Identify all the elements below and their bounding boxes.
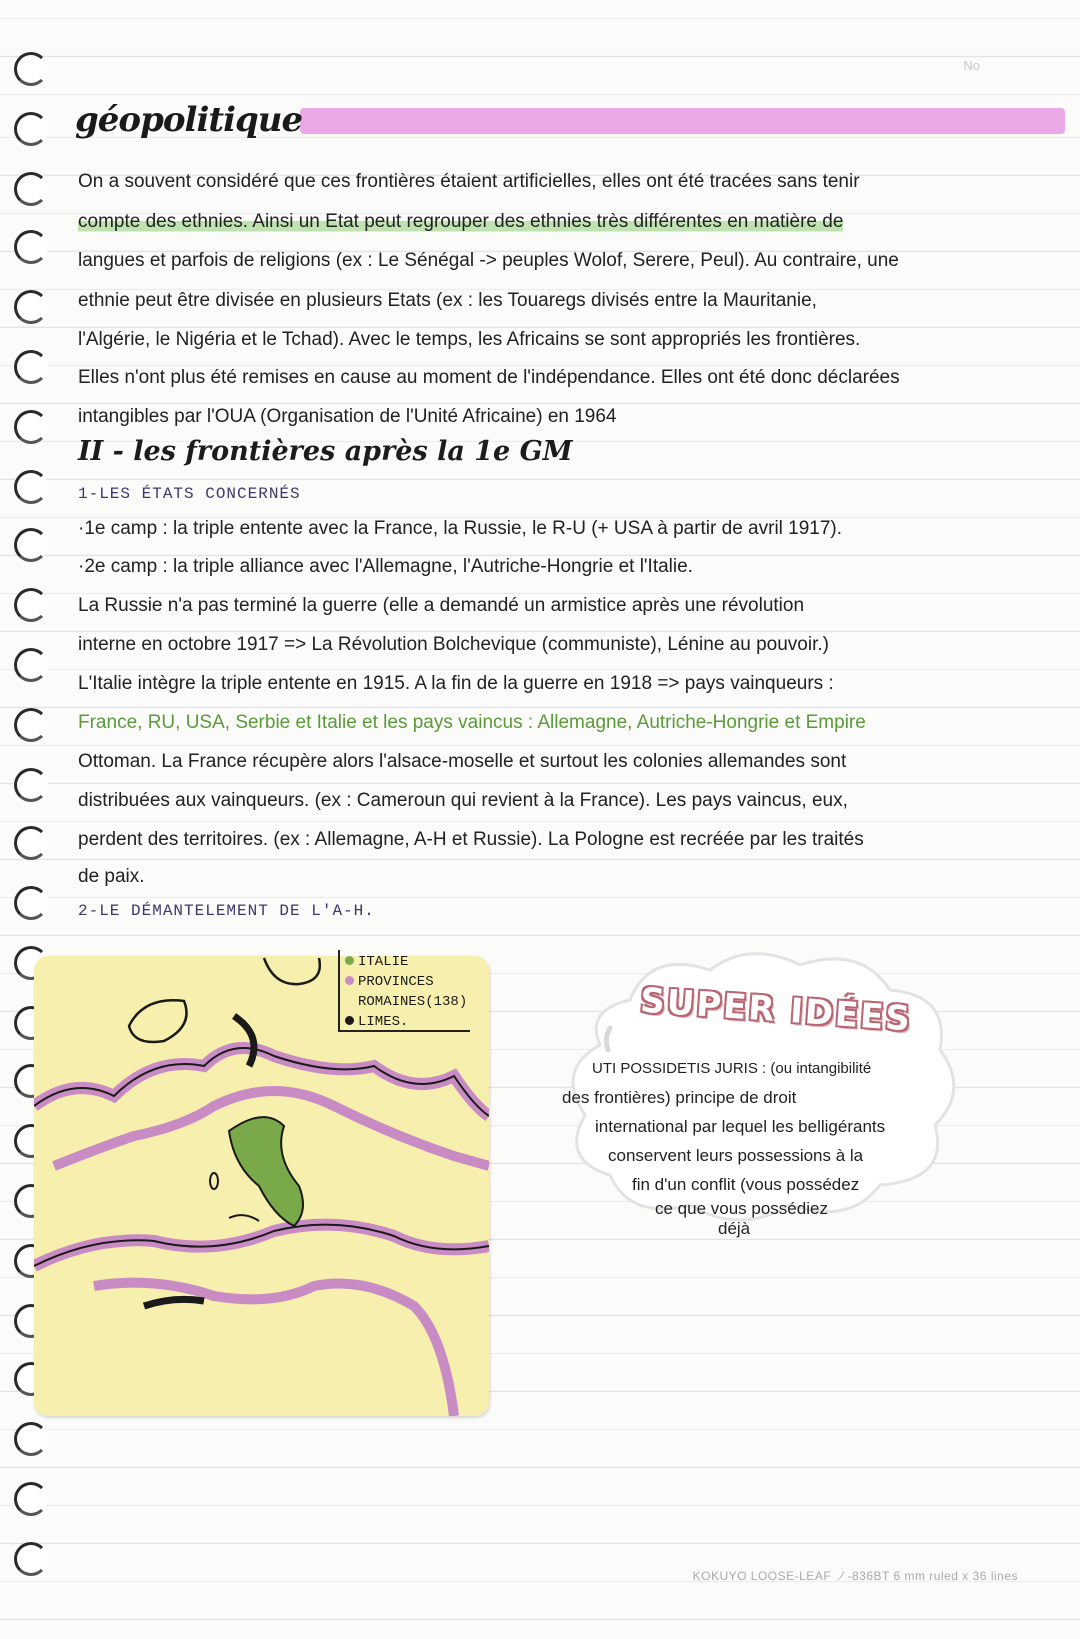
paper-brand-footer: KOKUYO LOOSE-LEAF ノ-836BT 6 mm ruled x 36 lines: [692, 1569, 1018, 1583]
binder-hole-icon: [14, 350, 48, 384]
camp-line: ·2e camp : la triple alliance avec l'Allemagne, l'Autriche-Hongrie et l'Italie.: [78, 556, 693, 577]
text-line: Elles n'ont plus été remises en cause au moment de l'indépendance. Elles ont été donc déclarées: [78, 367, 900, 388]
subheading-states: 1-LES ÉTATS CONCERNÉS: [78, 485, 301, 503]
binder-hole-icon: [14, 1422, 48, 1456]
text-line: perdent des territoires. (ex : Allemagne, A-H et Russie). La Pologne est recréée par les traités: [78, 829, 864, 850]
text-line: On a souvent considéré que ces frontières étaient artificielles, elles ont été tracées sans tenir: [78, 171, 860, 192]
text-line: distribuées aux vainqueurs. (ex : Cameroun qui revient à la France). Les pays vaincus, eux,: [78, 790, 848, 811]
text-line: intangibles par l'OUA (Organisation de l'Unité Africaine) en 1964: [78, 406, 617, 427]
text-line: langues et parfois de religions (ex : Le Sénégal -> peuples Wolof, Serere, Peul). Au contraire, une: [78, 250, 899, 271]
text-line: compte des ethnies. Ainsi un Etat peut regrouper des ethnies très différentes en matière de: [78, 211, 844, 232]
super-idees-title: SUPER IDÉES: [638, 980, 914, 1040]
binder-hole-icon: [14, 528, 48, 562]
text-line: Ottoman. La France récupère alors l'alsace-moselle et surtout les colonies allemandes sont: [78, 751, 847, 772]
binder-hole-icon: [14, 230, 48, 264]
black-dot-icon: [345, 1016, 354, 1025]
text-line: France, RU, USA, Serbie et Italie et les pays vaincus : Allemagne, Autriche-Hongrie et Empire: [78, 712, 866, 733]
binder-hole-icon: [14, 768, 48, 802]
legend-item-provinces-cont: ROMAINES(138): [358, 994, 468, 1010]
text-line: L'Italie intègre la triple entente en 1915. A la fin de la guerre en 1918 => pays vainqueurs :: [78, 673, 834, 694]
text-line: de paix.: [78, 866, 145, 887]
binder-hole-icon: [14, 410, 48, 444]
island-outline: [210, 1173, 218, 1189]
section-heading: II - les frontières après la 1e GM: [78, 436, 573, 467]
province-border: [34, 1048, 489, 1116]
camp-line: ·1e camp : la triple entente avec la France, la Russie, le R-U (+ USA à partir de avril 1917).: [78, 518, 843, 539]
text-line: interne en octobre 1917 => La Révolution Bolchevique (communiste), Lénine au pouvoir.): [78, 634, 829, 655]
cloud-text-line: international par lequel les belligérants: [595, 1117, 886, 1136]
text-line: l'Algérie, le Nigéria et le Tchad). Avec le temps, les Africains se sont appropriés les frontières.: [78, 329, 861, 350]
island-outline: [129, 1000, 187, 1042]
sicily-outline: [229, 1215, 259, 1221]
number-label: No: [963, 58, 980, 73]
binder-hole-icon: [14, 648, 48, 682]
binder-hole-icon: [14, 290, 48, 324]
subheading-dismantling: 2-LE DÉMANTELEMENT DE L'A-H.: [78, 902, 375, 920]
binder-hole-icon: [14, 886, 48, 920]
green-dot-icon: [345, 956, 354, 965]
limes-segment: [234, 1016, 254, 1066]
binder-hole-icon: [14, 588, 48, 622]
title-highlight: [300, 108, 1065, 134]
pink-dot-icon: [345, 976, 354, 985]
coast-outline: [264, 958, 320, 984]
binder-hole-icon: [14, 470, 48, 504]
cloud-text-line: fin d'un conflit (vous possédez: [632, 1175, 860, 1194]
italy-shape: [229, 1117, 303, 1226]
text-line: La Russie n'a pas terminé la guerre (elle a demandé un armistice après une révolution: [78, 595, 805, 616]
legend-item-italy: ITALIE: [345, 952, 467, 972]
cloud-text-line: ce que vous possédiez: [655, 1199, 828, 1218]
binder-hole-icon: [14, 1542, 48, 1576]
text-line: ethnie peut être divisée en plusieurs Etats (ex : les Touaregs divisés entre la Mauritanie,: [78, 290, 817, 311]
binder-hole-icon: [14, 708, 48, 742]
cloud-text-line: des frontières) principe de droit: [562, 1088, 797, 1107]
cloud-text-line: conservent leurs possessions à la: [608, 1146, 864, 1165]
legend-item-limes: LIMES.: [345, 1012, 467, 1032]
binder-hole-icon: [14, 52, 48, 86]
cloud-text-line: déjà: [718, 1219, 751, 1238]
binder-hole-icon: [14, 172, 48, 206]
page-title: géopolitique: [75, 100, 303, 140]
limes-segment: [144, 1299, 204, 1306]
binder-hole-icon: [14, 112, 48, 146]
binder-hole-icon: [14, 826, 48, 860]
binder-hole-icon: [14, 1482, 48, 1516]
legend-item-provinces: PROVINCES: [345, 972, 467, 992]
map-legend: [345, 952, 467, 1032]
cloud-text-line: UTI POSSIDETIS JURIS : (ou intangibilité: [592, 1060, 872, 1077]
